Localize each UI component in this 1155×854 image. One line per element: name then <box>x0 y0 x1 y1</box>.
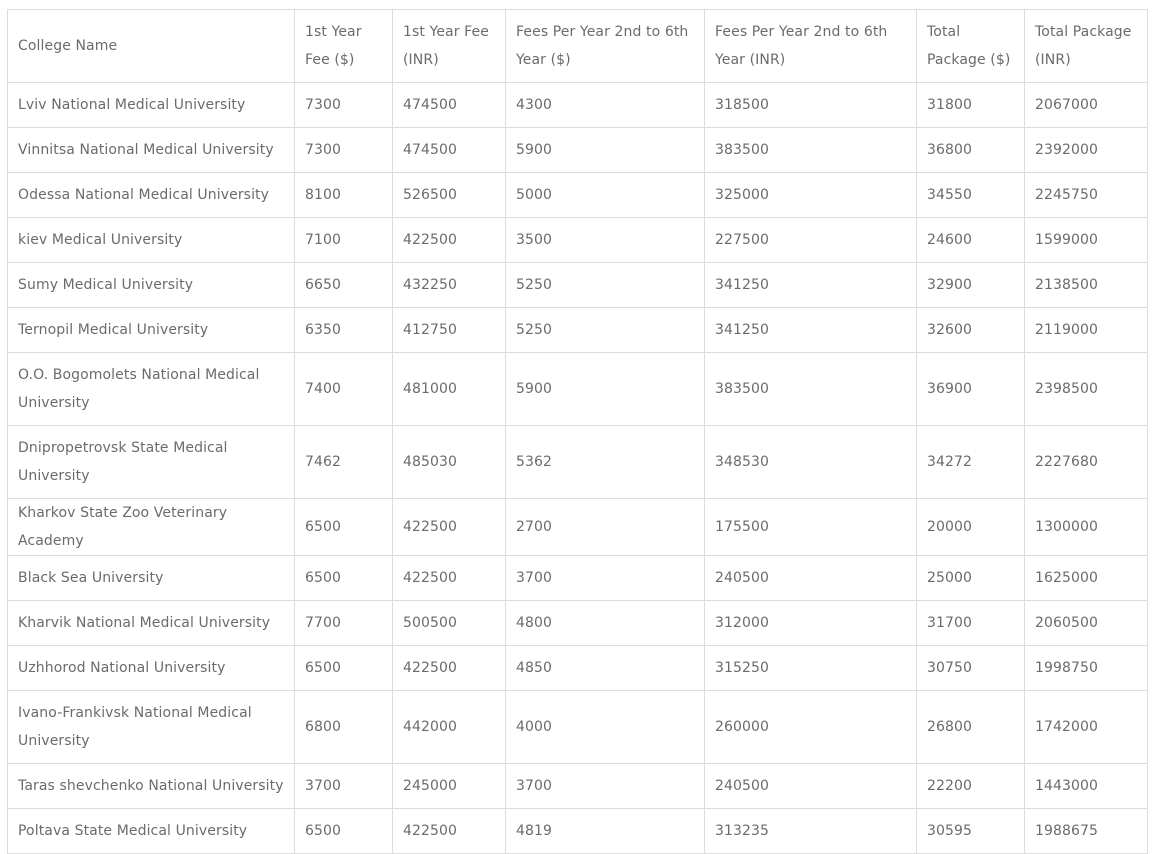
cell-first-year-fee-usd: 7700 <box>295 601 393 646</box>
table-row <box>8 173 1148 218</box>
cell-college-name: Sumy Medical University <box>8 263 295 308</box>
cell-yearly-fee-inr: 260000 <box>705 691 917 764</box>
cell-yearly-fee-usd: 3700 <box>506 764 705 809</box>
cell-yearly-fee-inr: 383500 <box>705 353 917 426</box>
cell-first-year-fee-usd: 8100 <box>295 173 393 218</box>
cell-first-year-fee-usd: 6500 <box>295 499 393 556</box>
cell-yearly-fee-usd: 4800 <box>506 601 705 646</box>
table-row <box>8 83 1148 128</box>
table-row <box>8 426 1148 499</box>
cell-first-year-fee-inr: 412750 <box>393 308 506 353</box>
cell-first-year-fee-usd: 3700 <box>295 764 393 809</box>
cell-yearly-fee-inr: 175500 <box>705 499 917 556</box>
cell-yearly-fee-usd: 4300 <box>506 83 705 128</box>
table-row <box>8 308 1148 353</box>
cell-first-year-fee-usd: 7300 <box>295 128 393 173</box>
cell-total-package-usd: 36800 <box>917 128 1025 173</box>
cell-total-package-inr: 2398500 <box>1025 353 1148 426</box>
cell-total-package-inr: 2392000 <box>1025 128 1148 173</box>
cell-first-year-fee-inr: 422500 <box>393 499 506 556</box>
cell-total-package-inr: 1443000 <box>1025 764 1148 809</box>
table-row <box>8 263 1148 308</box>
cell-yearly-fee-usd: 5900 <box>506 353 705 426</box>
cell-yearly-fee-usd: 5250 <box>506 308 705 353</box>
cell-yearly-fee-usd: 4850 <box>506 646 705 691</box>
cell-first-year-fee-usd: 6500 <box>295 556 393 601</box>
cell-first-year-fee-usd: 7400 <box>295 353 393 426</box>
cell-total-package-usd: 22200 <box>917 764 1025 809</box>
cell-total-package-inr: 1599000 <box>1025 218 1148 263</box>
cell-total-package-inr: 2227680 <box>1025 426 1148 499</box>
cell-yearly-fee-usd: 4819 <box>506 809 705 854</box>
cell-first-year-fee-usd: 6350 <box>295 308 393 353</box>
cell-total-package-inr: 2067000 <box>1025 83 1148 128</box>
cell-yearly-fee-usd: 5250 <box>506 263 705 308</box>
cell-first-year-fee-inr: 526500 <box>393 173 506 218</box>
cell-total-package-inr: 2245750 <box>1025 173 1148 218</box>
cell-total-package-usd: 31800 <box>917 83 1025 128</box>
cell-first-year-fee-usd: 6500 <box>295 809 393 854</box>
cell-total-package-inr: 2060500 <box>1025 601 1148 646</box>
cell-college-name: Ternopil Medical University <box>8 308 295 353</box>
cell-yearly-fee-inr: 341250 <box>705 308 917 353</box>
cell-yearly-fee-inr: 240500 <box>705 764 917 809</box>
cell-college-name: Dnipropetrovsk State Medical University <box>8 426 295 499</box>
cell-total-package-inr: 1742000 <box>1025 691 1148 764</box>
cell-total-package-inr: 2119000 <box>1025 308 1148 353</box>
table-row <box>8 128 1148 173</box>
cell-first-year-fee-usd: 7462 <box>295 426 393 499</box>
cell-first-year-fee-inr: 474500 <box>393 128 506 173</box>
table-row <box>8 646 1148 691</box>
cell-college-name: Uzhhorod National University <box>8 646 295 691</box>
cell-yearly-fee-inr: 240500 <box>705 556 917 601</box>
cell-first-year-fee-inr: 422500 <box>393 218 506 263</box>
cell-yearly-fee-usd: 2700 <box>506 499 705 556</box>
cell-yearly-fee-inr: 341250 <box>705 263 917 308</box>
cell-yearly-fee-inr: 383500 <box>705 128 917 173</box>
fees-table <box>7 9 1148 854</box>
cell-first-year-fee-inr: 442000 <box>393 691 506 764</box>
cell-total-package-usd: 36900 <box>917 353 1025 426</box>
table-row <box>8 218 1148 263</box>
cell-total-package-usd: 20000 <box>917 499 1025 556</box>
cell-total-package-usd: 30750 <box>917 646 1025 691</box>
cell-total-package-usd: 30595 <box>917 809 1025 854</box>
fees-table-container <box>7 9 1148 854</box>
cell-college-name: Black Sea University <box>8 556 295 601</box>
cell-college-name: Kharvik National Medical University <box>8 601 295 646</box>
cell-college-name: Ivano-Frankivsk National Medical University <box>8 691 295 764</box>
cell-yearly-fee-inr: 227500 <box>705 218 917 263</box>
table-row <box>8 809 1148 854</box>
cell-first-year-fee-inr: 474500 <box>393 83 506 128</box>
cell-college-name: Odessa National Medical University <box>8 173 295 218</box>
cell-first-year-fee-usd: 6650 <box>295 263 393 308</box>
header-first-year-fee-inr: 1st Year Fee (INR) <box>393 10 506 83</box>
cell-first-year-fee-inr: 481000 <box>393 353 506 426</box>
table-row <box>8 556 1148 601</box>
cell-first-year-fee-inr: 422500 <box>393 809 506 854</box>
cell-yearly-fee-inr: 312000 <box>705 601 917 646</box>
cell-first-year-fee-usd: 7100 <box>295 218 393 263</box>
cell-total-package-usd: 34550 <box>917 173 1025 218</box>
cell-yearly-fee-usd: 4000 <box>506 691 705 764</box>
cell-total-package-inr: 1625000 <box>1025 556 1148 601</box>
header-yearly-fee-usd: Fees Per Year 2nd to 6th Year ($) <box>506 10 705 83</box>
cell-yearly-fee-inr: 348530 <box>705 426 917 499</box>
table-row <box>8 601 1148 646</box>
table-row <box>8 499 1148 556</box>
cell-college-name: Lviv National Medical University <box>8 83 295 128</box>
cell-yearly-fee-usd: 5362 <box>506 426 705 499</box>
cell-total-package-usd: 32900 <box>917 263 1025 308</box>
cell-college-name: Taras shevchenko National University <box>8 764 295 809</box>
header-row <box>8 10 1148 83</box>
cell-first-year-fee-inr: 432250 <box>393 263 506 308</box>
cell-first-year-fee-inr: 422500 <box>393 646 506 691</box>
table-row <box>8 764 1148 809</box>
cell-total-package-usd: 32600 <box>917 308 1025 353</box>
table-row <box>8 353 1148 426</box>
cell-yearly-fee-inr: 318500 <box>705 83 917 128</box>
cell-first-year-fee-inr: 245000 <box>393 764 506 809</box>
cell-yearly-fee-inr: 313235 <box>705 809 917 854</box>
cell-first-year-fee-inr: 422500 <box>393 556 506 601</box>
table-body <box>8 83 1148 854</box>
cell-yearly-fee-usd: 5000 <box>506 173 705 218</box>
cell-first-year-fee-inr: 500500 <box>393 601 506 646</box>
cell-yearly-fee-usd: 3700 <box>506 556 705 601</box>
cell-total-package-usd: 34272 <box>917 426 1025 499</box>
cell-yearly-fee-usd: 3500 <box>506 218 705 263</box>
cell-college-name: kiev Medical University <box>8 218 295 263</box>
cell-total-package-usd: 31700 <box>917 601 1025 646</box>
cell-total-package-inr: 2138500 <box>1025 263 1148 308</box>
cell-first-year-fee-inr: 485030 <box>393 426 506 499</box>
cell-college-name: Kharkov State Zoo Veterinary Academy <box>8 499 295 556</box>
cell-total-package-usd: 24600 <box>917 218 1025 263</box>
cell-college-name: Poltava State Medical University <box>8 809 295 854</box>
table-row <box>8 691 1148 764</box>
cell-college-name: O.O. Bogomolets National Medical University <box>8 353 295 426</box>
cell-total-package-inr: 1300000 <box>1025 499 1148 556</box>
table-header <box>8 10 1148 83</box>
cell-first-year-fee-usd: 6800 <box>295 691 393 764</box>
cell-total-package-usd: 25000 <box>917 556 1025 601</box>
cell-college-name: Vinnitsa National Medical University <box>8 128 295 173</box>
header-yearly-fee-inr: Fees Per Year 2nd to 6th Year (INR) <box>705 10 917 83</box>
cell-first-year-fee-usd: 6500 <box>295 646 393 691</box>
cell-yearly-fee-inr: 325000 <box>705 173 917 218</box>
header-first-year-fee-usd: 1st Year Fee ($) <box>295 10 393 83</box>
cell-yearly-fee-usd: 5900 <box>506 128 705 173</box>
cell-total-package-usd: 26800 <box>917 691 1025 764</box>
cell-total-package-inr: 1998750 <box>1025 646 1148 691</box>
cell-first-year-fee-usd: 7300 <box>295 83 393 128</box>
cell-yearly-fee-inr: 315250 <box>705 646 917 691</box>
header-college-name: College Name <box>8 10 295 83</box>
header-total-package-usd: Total Package ($) <box>917 10 1025 83</box>
header-total-package-inr: Total Package (INR) <box>1025 10 1148 83</box>
cell-total-package-inr: 1988675 <box>1025 809 1148 854</box>
